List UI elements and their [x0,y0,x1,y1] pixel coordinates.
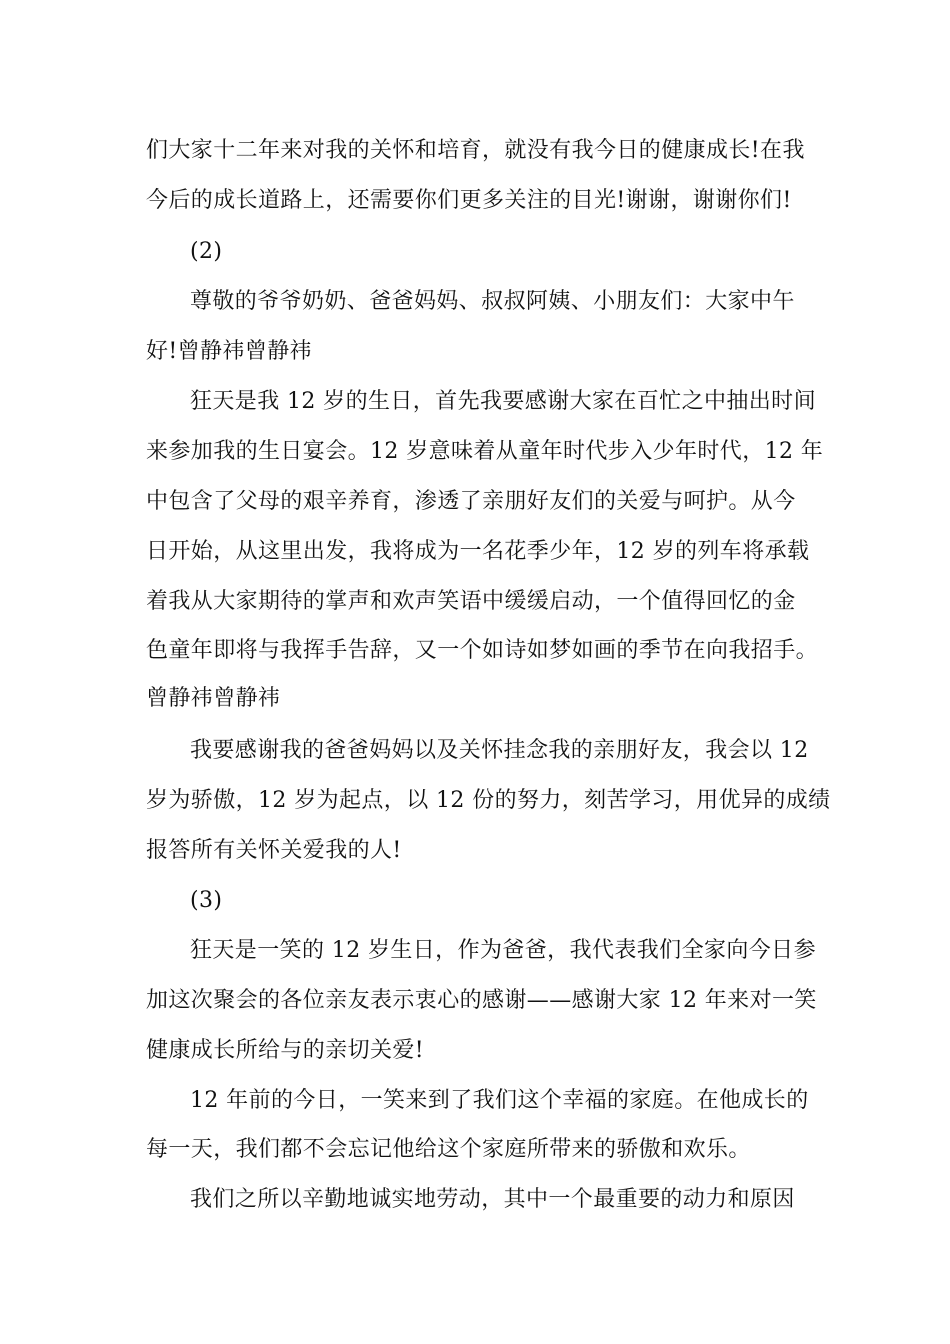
text-line: 着我从大家期待的掌声和欢声笑语中缓缓启动，一个值得回忆的金 [146,589,796,614]
text-line: 中包含了父母的艰辛养育，渗透了亲朋好友们的关爱与呵护。从今 [146,489,796,514]
text-line: 报答所有关怀关爱我的人! [146,838,402,863]
text-line: 我们之所以辛勤地诚实地劳动，其中一个最重要的动力和原因 [190,1187,795,1212]
text-line: 我要感谢我的爸爸妈妈以及关怀挂念我的亲朋好友，我会以 12 [190,738,809,763]
text-line: 健康成长所给与的亲切关爱! [146,1038,425,1063]
text-line: 色童年即将与我挥手告辞，又一个如诗如梦如画的季节在向我招手。 [146,638,819,663]
text-line: 每一天，我们都不会忘记他给这个家庭所带来的骄傲和欢乐。 [146,1137,751,1162]
text-line: 狂天是一笑的 12 岁生日，作为爸爸，我代表我们全家向今日参 [190,938,816,963]
text-line: 今后的成长道路上，还需要你们更多关注的目光!谢谢，谢谢你们! [146,188,792,213]
text-line: 曾静祎曾静祎 [146,686,281,711]
section-number: (2) [190,239,223,264]
text-line: 狂天是我 12 岁的生日，首先我要感谢大家在百忙之中抽出时间 [190,389,816,414]
section-number: (3) [190,888,223,913]
text-line: 尊敬的爷爷奶奶、爸爸妈妈、叔叔阿姨、小朋友们：大家中午 [190,289,795,314]
text-line: 来参加我的生日宴会。12 岁意味着从童年时代步入少年时代，12 年 [146,439,824,464]
text-line: 好!曾静祎曾静祎 [146,339,313,364]
text-line: 们大家十二年来对我的关怀和培育，就没有我今日的健康成长!在我 [146,138,805,163]
text-line: 加这次聚会的各位亲友表示衷心的感谢——感谢大家 12 年来对一笑 [146,988,817,1013]
text-line: 日开始，从这里出发，我将成为一名花季少年，12 岁的列车将承载 [146,539,810,564]
text-line: 岁为骄傲，12 岁为起点，以 12 份的努力，刻苦学习，用优异的成绩 [146,788,831,813]
text-line: 12 年前的今日，一笑来到了我们这个幸福的家庭。在他成长的 [190,1088,809,1113]
